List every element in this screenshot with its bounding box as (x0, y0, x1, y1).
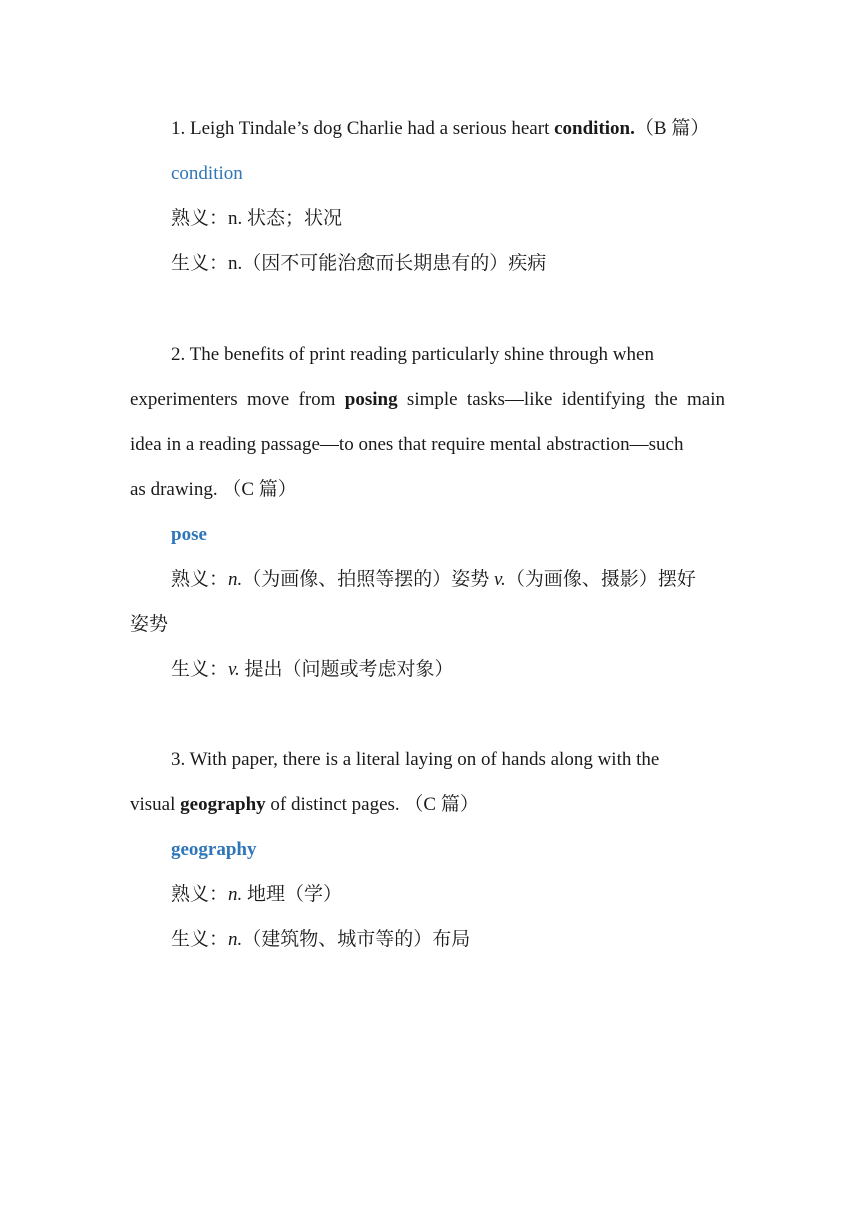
entry-2-sentence-line-4: as drawing. （C 篇） (130, 479, 297, 500)
entry-2-word (171, 522, 777, 548)
familiar-text: n. 状态；状况 (228, 208, 343, 229)
new-label: 生义： (171, 659, 229, 680)
new-text: 提出（问题或考虑对象） (239, 659, 454, 680)
key-word-bold: condition. (554, 118, 635, 139)
entry-3-sentence-line-1: 3. With paper, there is a literal laying on of hands along with the (171, 749, 660, 770)
part-of-speech: v. (228, 659, 240, 680)
entry-3-word (171, 837, 777, 863)
key-word-bold: geography (180, 794, 266, 815)
key-word: pose (171, 524, 207, 545)
entry-2-sentence-line-3: idea in a reading passage—to ones that require mental abstraction—such (130, 434, 684, 455)
part-of-speech: n. (228, 569, 243, 590)
source-tag: （B 篇） (634, 118, 710, 139)
entry-3-new-meaning (171, 927, 777, 953)
entry-3-familiar-meaning (171, 882, 777, 908)
familiar-label: 熟义： (171, 208, 229, 229)
sentence-text: visual (130, 794, 181, 815)
key-word: geography (171, 839, 257, 860)
part-of-speech: n. (228, 929, 243, 950)
sentence-text: simple tasks—like identifying the main (397, 389, 726, 410)
new-text: n.（因不可能治愈而长期患有的）疾病 (228, 253, 547, 274)
entry-1-familiar-meaning (171, 206, 777, 232)
entry-2-familiar-meaning-cont: 姿势 (130, 614, 169, 635)
sentence-text: of distinct pages. （C 篇） (265, 794, 479, 815)
familiar-text: （为画像、拍照等摆的）姿势 (242, 569, 495, 590)
new-text: （建筑物、城市等的）布局 (242, 929, 471, 950)
part-of-speech: v. (494, 569, 506, 590)
new-label: 生义： (171, 929, 229, 950)
entry-1-new-meaning (171, 251, 777, 277)
key-word-bold: posing (344, 389, 398, 410)
entry-2-sentence-line-2 (130, 387, 725, 413)
part-of-speech: n. (228, 884, 243, 905)
sentence-text: experimenters move from (130, 389, 345, 410)
familiar-label: 熟义： (171, 569, 229, 590)
familiar-text: 地理（学） (242, 884, 343, 905)
entry-2-new-meaning (171, 657, 777, 683)
familiar-text: （为画像、摄影）摆好 (505, 569, 696, 590)
entry-3-sentence-line-2 (130, 792, 736, 818)
new-label: 生义： (171, 253, 229, 274)
entry-2-familiar-meaning (171, 567, 777, 593)
familiar-label: 熟义： (171, 884, 229, 905)
sentence-text: 1. Leigh Tindale’s dog Charlie had a serious heart (171, 118, 555, 139)
entry-2-sentence-line-1: 2. The benefits of print reading particularly shine through when (171, 344, 654, 365)
entry-1-sentence (171, 116, 777, 142)
entry-1-word: condition (171, 163, 243, 184)
